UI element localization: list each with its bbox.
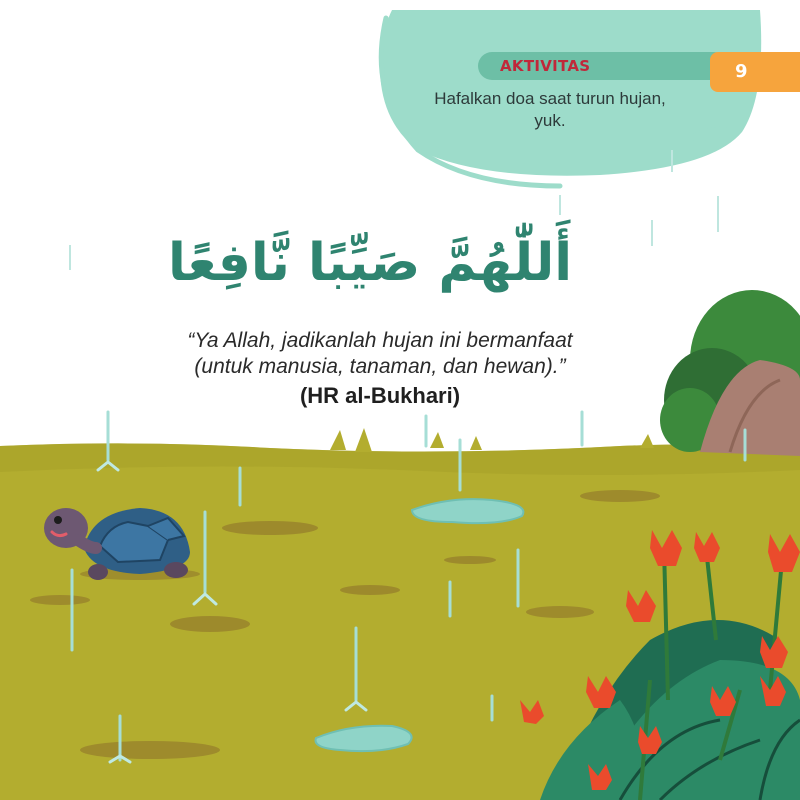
activity-label: AKTIVITAS (500, 57, 591, 75)
activity-instruction: Hafalkan doa saat turun hujan, yuk. (434, 89, 666, 130)
page-number: 9 (735, 61, 748, 82)
page-number-badge (710, 52, 800, 92)
translation-line-1: “Ya Allah, jadikanlah hujan ini bermanfaat (187, 329, 573, 352)
translation-line-2: (untuk manusia, tanaman, dan hewan).” (194, 355, 566, 378)
arabic-prayer: أَللّٰهُمَّ صَيِّبًا نَّافِعًا (167, 233, 573, 293)
hill-with-bushes (660, 290, 800, 456)
hadith-source: (HR al-Bukhari) (299, 383, 461, 408)
prayer-translation (120, 328, 640, 380)
